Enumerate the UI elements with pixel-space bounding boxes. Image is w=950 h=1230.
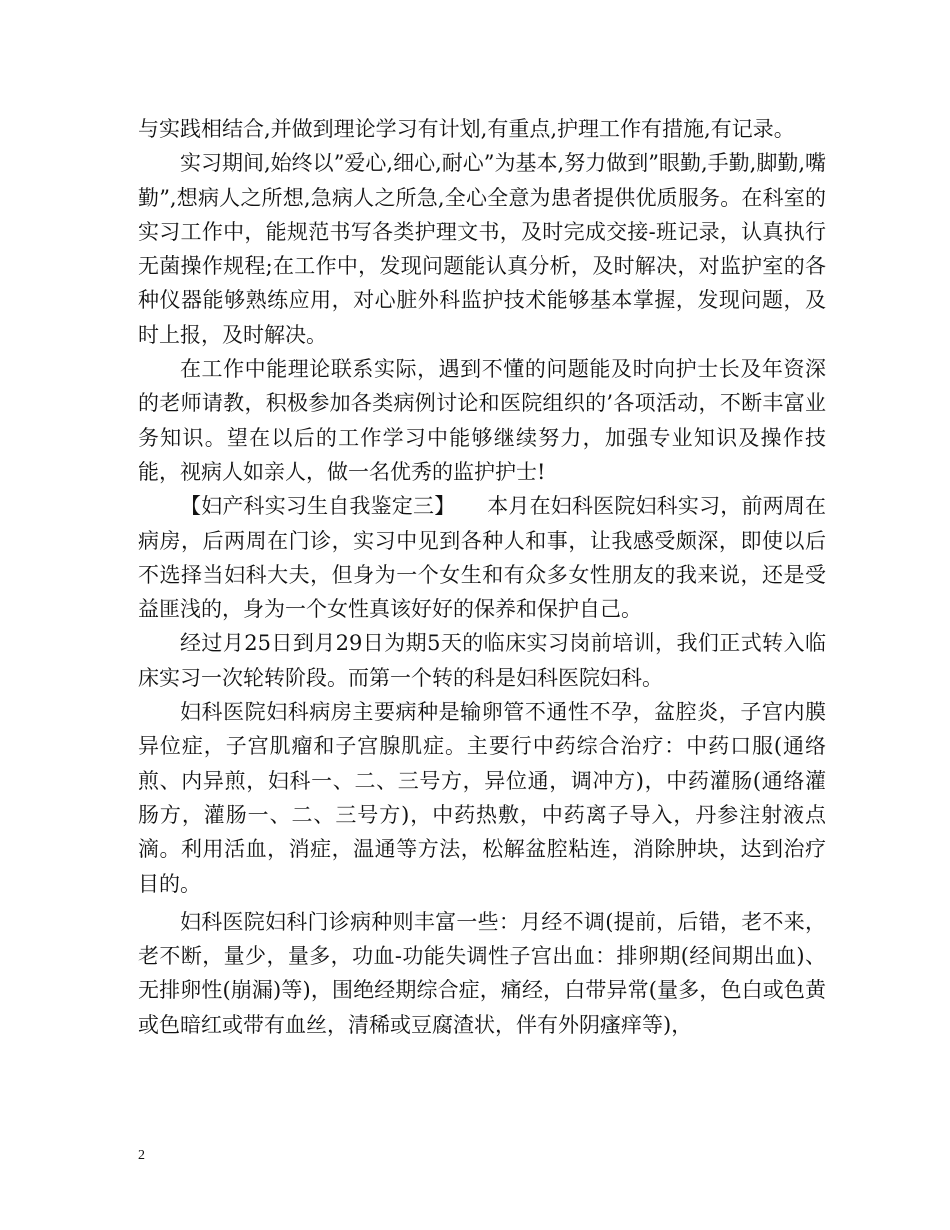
page-number: 2 — [138, 1148, 145, 1163]
paragraph: 妇科医院妇科病房主要病种是输卵管不通性不孕，盆腔炎，子宫内膜异位症，子宫肌瘤和子宫腺肌症。主要行中药综合治疗：中药口服(通络煎、内异煎，妇科一、二、三号方，异位通，调冲方)，中药灌肠(通络灌肠方，灌肠一、二、三号方)，中药热敷，中药离子导入，丹参注射液点滴。利用活血，消症，温通等方法，松解盆腔粘连，消除肿块，达到治疗目的。 — [138, 700, 826, 896]
paragraph: 经过月25日到月29日为期5天的临床实习岗前培训，我们正式转入临床实习一次轮转阶段。而第一个转的科是妇科医院妇科。 — [138, 631, 826, 690]
paragraph: 妇科医院妇科门诊病种则丰富一些：月经不调(提前，后错，老不来，老不断，量少，量多，功血-功能失调性子宫出血：排卵期(经间期出血)、无排卵性(崩漏)等)，围绝经期综合症，痛经，白带异常(量多，色白或色黄或色暗红或带有血丝，清稀或豆腐渣状，伴有外阴瘙痒等)， — [138, 909, 826, 1037]
paragraph-section-heading: 【妇产科实习生自我鉴定三】 本月在妇科医院妇科实习，前两周在病房，后两周在门诊，实习中见到各种人和事，让我感受颇深，即使以后不选择当妇科大夫，但身为一个女生和有众多女性朋友的我来说，还是受益匪浅的，身为一个女性真该好好的保养和保护自己。 — [138, 494, 826, 622]
document-body — [138, 112, 826, 1042]
paragraph: 与实践相结合,并做到理论学习有计划,有重点,护理工作有措施,有记录。 — [138, 117, 795, 141]
paragraph: 在工作中能理论联系实际，遇到不懂的问题能及时向护士长及年资深的老师请教，积极参加各类病例讨论和医院组织的’各项活动，不断丰富业务知识。望在以后的工作学习中能够继续努力，加强专业知识及操作技能，视病人如亲人，做一名优秀的监护护士! — [138, 357, 826, 484]
paragraph: 实习期间,始终以”爱心,细心,耐心”为基本,努力做到”眼勤,手勤,脚勤,嘴勤”,想病人之所想,急病人之所急,全心全意为患者提供优质服务。在科室的实习工作中，能规范书写各类护理文书，及时完成交接-班记录，认真执行无菌操作规程;在工作中，发现问题能认真分析，及时解决，对监护室的各种仪器能够熟练应用，对心脏外科监护技术能够基本掌握，发现问题，及时上报，及时解决。 — [138, 151, 826, 347]
